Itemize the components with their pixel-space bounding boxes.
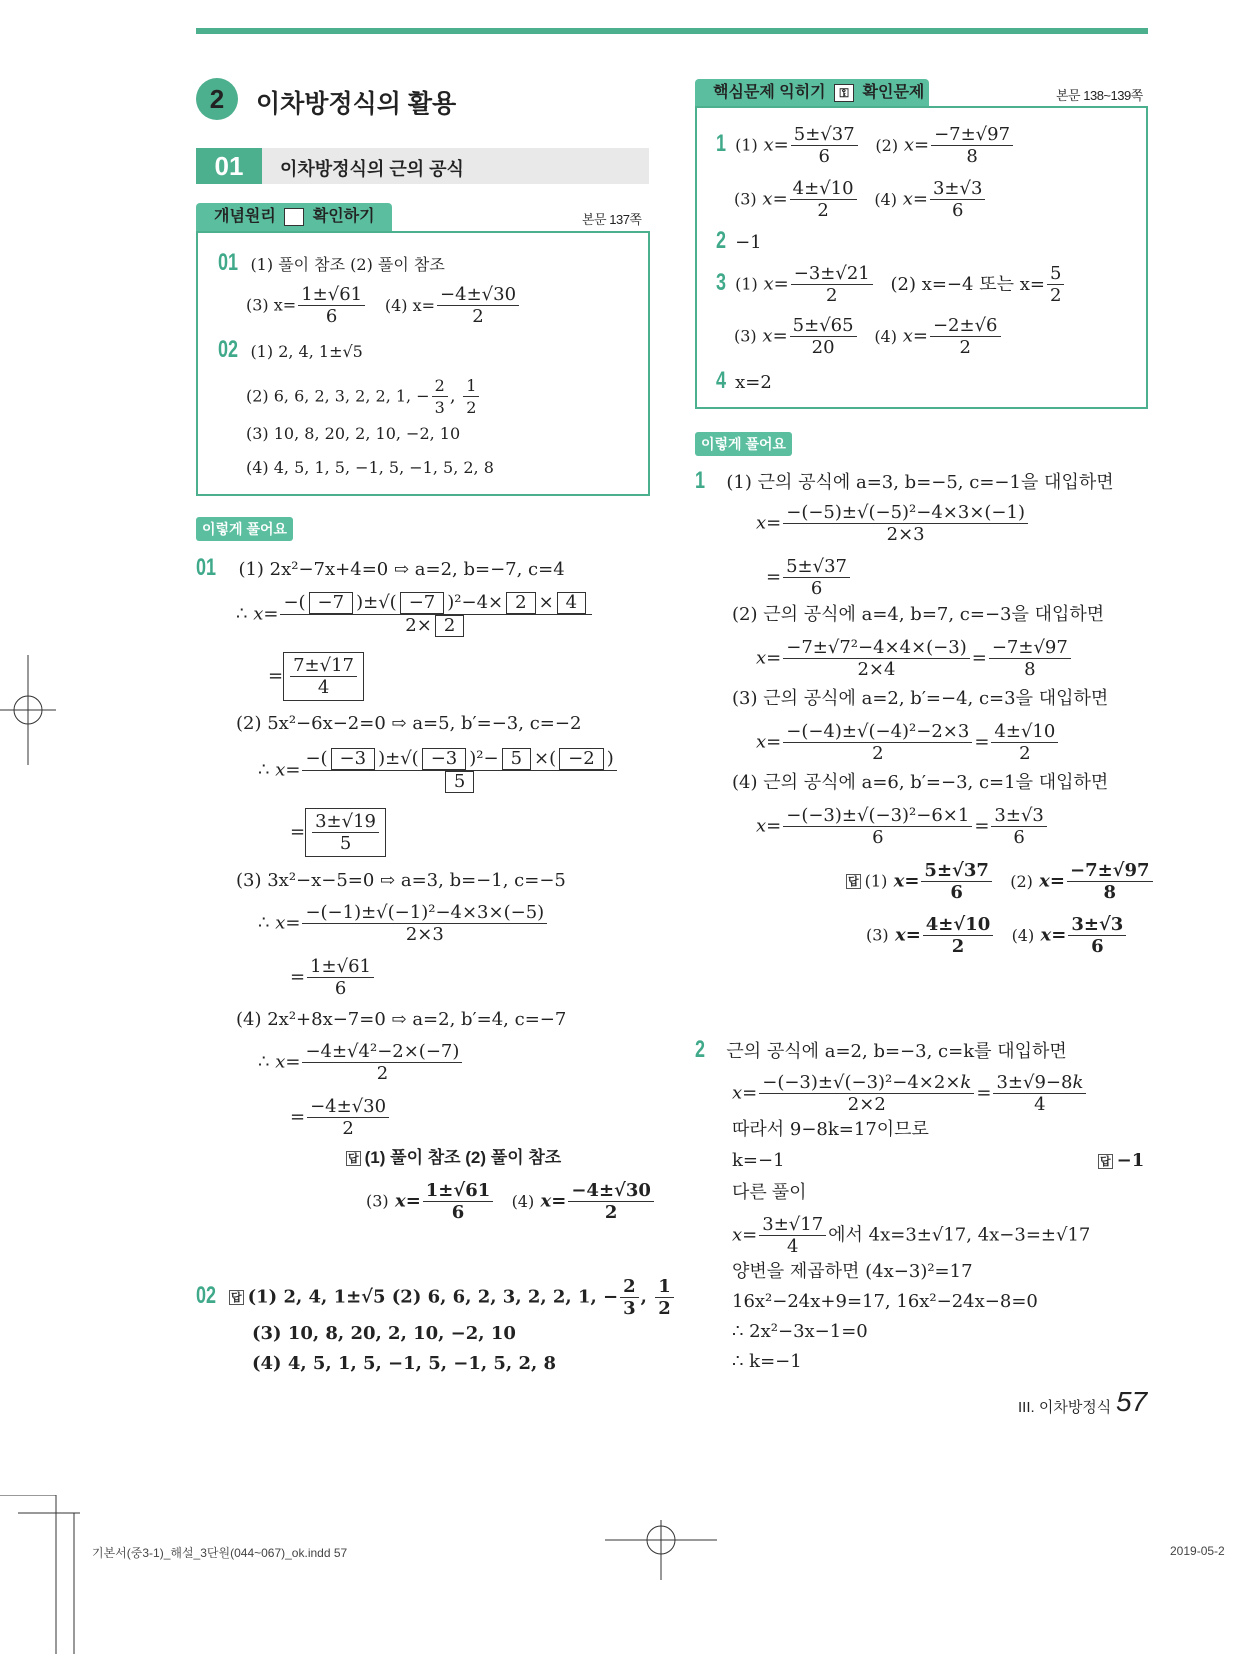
section-title: 이차방정식의 활용 [256,90,457,118]
answer-icon: 답 [1100,1154,1111,1168]
core-q2: 2 −1 [716,227,762,254]
subsection-number: 01 [196,148,262,184]
rs1-answer-a: 답 (1) x= $\frac{5\pm√37}{6}$ (2) x= $\frac{-7\pm√97}{8}$ [846,860,1155,903]
rs2-alt: 다른 풀이 [732,1182,807,1202]
core-q3-a: 3 (1) x= $\frac{-3\pm√21}{2}$ (2) x=−4 또는 x= $\frac{5}{2}$ [716,263,1066,306]
solution-02-answer: 02 답 (1) 2, 4, 1±√5 (2) 6, 6, 2, 3, 2, 2, 1, − $\frac{2}{3}$ , $\frac{1}{2}$ [196,1276,676,1319]
solution-01-p2-formula: ∴ x= $\frac{\text{−( −3 )±√( −3 )²− 5 ×( −2 )}}{5}$ [258,748,619,793]
concept-page-ref: 본문 137쪽 [582,212,642,227]
rs2-alt-l5: ∴ k=−1 [732,1351,802,1372]
rs2-intro: 2 근의 공식에 a=2, b=−3, c=k를 대입하면 [695,1036,1067,1063]
registration-mark-icon [605,1520,717,1580]
chapter-label: III. 이차방정식 [1018,1399,1112,1416]
subsection-title: 이차방정식의 근의 공식 [280,159,464,179]
solution-01-answer-b: (3) x= $\frac{1\pm√61}{6}$ (4) x= $\frac{-4\pm√30}{2}$ [366,1180,656,1223]
print-date: 2019-05-2 [1170,1544,1225,1558]
rs2-l3: k=−1 [732,1150,785,1171]
solution-01-p4-result: = $\frac{-4\pm√30}{2}$ [290,1096,391,1139]
core-q4: 4 x=2 [716,367,772,394]
page-number: 57 [1116,1386,1148,1417]
concept-tab: 개념원리 확인하기 [196,203,392,231]
solution-01-p1-result: = $\frac{7\pm√17}{4}$ [268,652,364,701]
concept-q02-line3: (3) 10, 8, 20, 2, 10, −2, 10 [246,424,461,443]
solution-01-p4-formula: ∴ x= $\frac{\text{−4±√4²−2×(−7)}}{2}$ [258,1041,464,1084]
rs2-l2: 따라서 9−8k=17이므로 [732,1119,929,1140]
rs1-p1: 1 (1) 근의 공식에 a=3, b=−5, c=−1을 대입하면 [695,467,1114,494]
solution-01-p4: (4) 2x²+8x−7=0 ⇨ a=2, b′=4, c=−7 [236,1009,567,1030]
rs2-alt-l2: 양변을 제곱하면 (4x−3)²=17 [732,1261,973,1282]
key-icon: ⚿ [834,84,854,102]
rs1-p2: (2) 근의 공식에 a=4, b=7, c=−3을 대입하면 [732,604,1105,625]
registration-mark-icon [0,655,60,765]
concept-q01: 01 (1) 풀이 참조 (2) 풀이 참조 [218,249,445,276]
file-info: 기본서(중3-1)_해설_3단원(044~067)_ok.indd 57 [92,1546,348,1560]
rs1-p4: (4) 근의 공식에 a=6, b′=−3, c=1을 대입하면 [732,772,1109,793]
solution-01-p3-result: = $\frac{1\pm√61}{6}$ [290,956,376,999]
rs2-alt-l1: x= $\frac{3\pm√17}{4}$ 에서 4x=3±√17, 4x−3=±√17 [732,1214,1091,1257]
solution-01-p1-formula: ∴ x= $\frac{\text{−( −7 )±√( −7 )²−4× 2 × 4}}{2\times 2}$ [236,592,594,637]
core-tab: 핵심문제 익히기 ⚿ 확인문제 [695,79,929,107]
answer-icon: 답 [348,1152,359,1166]
crop-mark-icon [0,1495,80,1654]
section-number-badge: 2 [196,78,238,120]
concept-q02-line2: (2) 6, 6, 2, 3, 2, 2, 1, − $\frac{2}{3}$ , $\frac{1}{2}$ [246,375,481,418]
core-page-ref: 본문 138~139쪽 [1056,88,1143,103]
concept-q02: 02 (1) 2, 4, 1±√5 [218,336,363,363]
solution-01-p2-result: = $\frac{3\pm√19}{5}$ [290,808,386,857]
solution-02-answer-3: (3) 10, 8, 20, 2, 10, −2, 10 [252,1323,516,1344]
answer-icon: 답 [848,875,859,888]
solution-02-answer-4: (4) 4, 5, 1, 5, −1, 5, −1, 5, 2, 8 [252,1353,557,1374]
rs2-alt-l3: 16x²−24x+9=17, 16x²−24x−8=0 [732,1291,1038,1312]
notepad-icon [284,208,304,226]
rs2-answer: 답 −1 [1100,1150,1145,1171]
concept-q02-line4: (4) 4, 5, 1, 5, −1, 5, −1, 5, 2, 8 [246,458,494,477]
solution-01-answer: 답 (1) 풀이 참조 (2) 풀이 참조 [348,1148,562,1167]
core-q1-b: (3) x= $\frac{4\pm√10}{2}$ (4) x= $\frac{3\pm√3}{6}$ [734,178,987,221]
solution-01-p3-formula: ∴ x= $\frac{\text{−(−1)±√(−1)²−4×3×(−5)}}{2\times 3}$ [258,902,549,945]
rs1-p4-formula: x= $\frac{\text{−(−3)±√(−3)²−6×1}}{6}$ = $\frac{3\pm√3}{6}$ [756,805,1049,848]
solution-tag-right: 이렇게 풀어요 [695,432,792,456]
solution-01-p3: (3) 3x²−x−5=0 ⇨ a=3, b=−1, c=−5 [236,870,566,891]
rs2-formula: x= $\frac{\text{−(−3)±√(−3)²−4×2×k}}{2\times 2}$ = $\frac{3\pm√9-8k}{4}$ [732,1072,1088,1115]
solution-tag: 이렇게 풀어요 [196,517,293,541]
subsection-header [196,148,649,184]
rs1-answer-b: (3) x= $\frac{4\pm√10}{2}$ (4) x= $\frac{3\pm√3}{6}$ [866,914,1128,957]
core-q1-a: 1 (1) x= $\frac{5\pm√37}{6}$ (2) x= $\frac{-7\pm√97}{8}$ [716,124,1015,167]
rs1-p3-formula: x= $\frac{\text{−(−4)±√(−4)²−2×3}}{2}$ = $\frac{4\pm√10}{2}$ [756,721,1060,764]
rs1-p2-formula: x= $\frac{\text{−7±√7²−4×4×(−3)}}{2\times 4}$ = $\frac{-7\pm√97}{8}$ [756,637,1073,680]
top-rule [196,28,1148,34]
answer-icon: 답 [230,1291,242,1304]
rs1-p3: (3) 근의 공식에 a=2, b′=−4, c=3을 대입하면 [732,688,1109,709]
rs1-p1-result: = $\frac{5\pm√37}{6}$ [766,556,852,599]
solution-01-p2: (2) 5x²−6x−2=0 ⇨ a=5, b′=−3, c=−2 [236,713,582,734]
rs2-alt-l4: ∴ 2x²−3x−1=0 [732,1321,868,1342]
rs1-p1-formula: x= $\frac{\text{−(−5)±√(−5)²−4×3×(−1)}}{2\times 3}$ [756,502,1030,545]
core-q3-b: (3) x= $\frac{5\pm√65}{20}$ (4) x= $\frac{-2\pm√6}{2}$ [734,315,1003,358]
concept-q01-line2: (3) x= $\frac{1\pm√61}{6}$ (4) x= $\frac{-4\pm√30}{2}$ [246,284,521,327]
solution-01-p1: 01 (1) 2x²−7x+4=0 ⇨ a=2, b=−7, c=4 [196,554,565,581]
